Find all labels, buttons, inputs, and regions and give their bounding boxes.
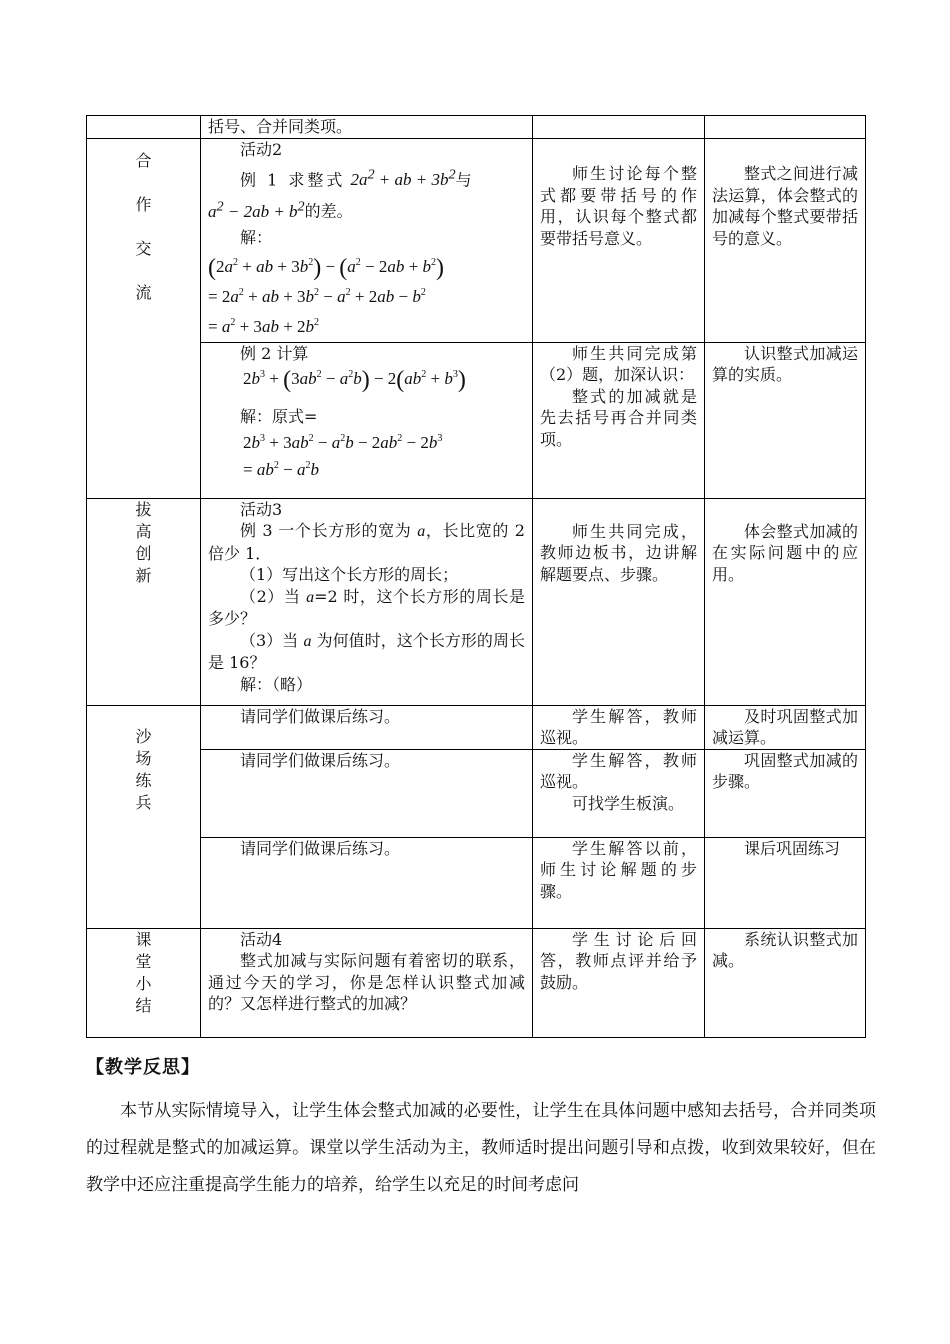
lesson-table <box>86 115 866 1038</box>
stage-cell-innovation <box>87 498 201 705</box>
solution-line-2: = $2a^2$ + ab + $3b^2 - a^2 + 2ab - b^2$ <box>208 286 426 306</box>
stage-label: 合 作 交 流 <box>135 151 152 302</box>
purpose-cell <box>705 498 866 705</box>
content-text: 请同学们做课后练习。 <box>240 838 401 858</box>
purpose-cell <box>705 116 866 139</box>
teacher-student-text: 学生解答以前，师生讨论解题的步骤。 <box>540 838 697 901</box>
question-1: （1）写出这个长方形的周长； <box>240 565 459 585</box>
table-row <box>87 139 866 343</box>
stage-cell-cooperation <box>87 139 201 499</box>
content-cell <box>201 342 533 498</box>
teacher-student-text: 学生解答，教师巡视。 <box>540 706 697 748</box>
content-cell <box>201 749 533 837</box>
content-text: 请同学们做课后练习。 <box>240 706 401 726</box>
teacher-student-cell <box>533 928 705 1037</box>
teacher-student-text: 可找学生板演。 <box>572 793 685 813</box>
example-2-line-2: = $ab^2 - a^2b$ <box>243 459 319 479</box>
purpose-text: 巩固整式加减的步骤。 <box>712 750 858 792</box>
activity-title: 活动2 <box>240 140 283 159</box>
activity-title: 活动3 <box>240 499 283 519</box>
solution-line-3: = $a^2 + 3ab + 2b^2$ <box>208 316 320 336</box>
stage-label: 拔 高 创 新 <box>135 499 152 585</box>
teacher-student-cell <box>533 498 705 705</box>
example-2-line-1: $2b^3 + 3ab^2 - a^2b - 2ab^2 - 2b^3$ <box>243 432 443 452</box>
purpose-text: 整式之间进行减法运算，体会整式的加减每个整式要带括号的意义。 <box>712 164 858 248</box>
content-cell <box>201 928 533 1037</box>
teacher-student-text: 整式的加减就是先去括号再合并同类项。 <box>540 386 697 449</box>
teacher-student-cell <box>533 116 705 139</box>
purpose-cell <box>705 749 866 837</box>
table-row <box>87 705 866 749</box>
purpose-text: 认识整式加减运算的实质。 <box>712 343 858 385</box>
solution-text: 解：（略） <box>240 674 313 694</box>
reflection-title: 【教学反思】 <box>86 1057 200 1078</box>
stage-cell-summary <box>87 928 201 1037</box>
purpose-text: 及时巩固整式加减运算。 <box>712 706 858 748</box>
content-cell <box>201 705 533 749</box>
content-cell <box>201 139 533 343</box>
content-text: 请同学们做课后练习。 <box>240 750 401 770</box>
content-cell <box>201 498 533 705</box>
content-cell <box>201 116 533 139</box>
table-row <box>87 749 866 837</box>
teacher-student-cell <box>533 342 705 498</box>
teacher-student-text: 师生讨论每个整式都要带括号的作用，认识每个整式都要带括号意义。 <box>540 164 697 248</box>
example-1: 例 1 求整式 $2a^2$ + ab + $3b^2$与 <box>240 166 472 190</box>
purpose-text: 系统认识整式加减。 <box>712 929 858 971</box>
purpose-cell <box>705 705 866 749</box>
reflection-text: 本节从实际情境导入，让学生体会整式加减的必要性，让学生在具体问题中感知去括号，合并同类项的过程就是整式的加减运算。课堂以学生活动为主，教师适时提出问题引导和点拨，收到效果较好，但在教学中还应注重提高学生能力的培养，给学生以充足的时间考虑问 <box>86 1101 876 1195</box>
table-row <box>87 116 866 139</box>
purpose-text: 课后巩固练习 <box>744 838 841 858</box>
teacher-student-cell <box>533 837 705 928</box>
example-2-solution-label: 解：原式= <box>240 407 318 427</box>
teacher-student-text: 师生共同完成第（2）题，加深认识： <box>540 343 697 385</box>
example-2: 例 2 计算 <box>240 343 309 363</box>
stage-label: 沙 场 练 兵 <box>135 726 152 812</box>
purpose-cell <box>705 139 866 343</box>
example-1-cont: $a^2 - 2ab + b^2$的差。 <box>208 198 353 221</box>
solution-label: 解： <box>240 227 273 247</box>
table-row <box>87 498 866 705</box>
activity-title: 活动4 <box>240 929 283 949</box>
purpose-cell <box>705 837 866 928</box>
question-3: （3）当 a 为何值时，这个长方形的周长是 16？ <box>208 630 525 673</box>
content-text: 整式加减与实际问题有着密切的联系，通过今天的学习，你是怎样认识整式加减的？又怎样进行整式的加减？ <box>208 951 525 1014</box>
teacher-student-cell <box>533 705 705 749</box>
content-cell <box>201 837 533 928</box>
purpose-cell <box>705 342 866 498</box>
table-row <box>87 928 866 1037</box>
solution-line-1: ($2a^2$ + ab + $3b^2) - (a^2 - 2ab + b^2)$ <box>208 254 444 281</box>
teacher-student-text: 师生共同完成，教师边板书，边讲解解题要点、步骤。 <box>540 521 697 584</box>
example-3: 例 3 一个长方形的宽为 a，长比宽的 2 倍少 1． <box>208 521 525 563</box>
stage-cell <box>87 116 201 139</box>
teacher-student-text: 学生解答，教师巡视。 <box>540 750 697 792</box>
table-row <box>87 342 866 498</box>
content-text: 括号、合并同类项。 <box>208 117 353 136</box>
stage-cell-practice <box>87 705 201 928</box>
teacher-student-text: 学生讨论后回答，教师点评并给予鼓励。 <box>540 929 697 992</box>
purpose-text: 体会整式加减的在实际问题中的应用。 <box>712 521 858 584</box>
teacher-student-cell <box>533 139 705 343</box>
teacher-student-cell <box>533 749 705 837</box>
question-2: （2）当 a=2 时，这个长方形的周长是多少？ <box>208 586 525 629</box>
purpose-cell <box>705 928 866 1037</box>
table-row <box>87 837 866 928</box>
example-2-expr: $2b^3 + (3ab^2 - a^2b) - 2(ab^2 + b^3)$ <box>243 367 466 394</box>
stage-label: 课 堂 小 结 <box>135 929 152 1015</box>
